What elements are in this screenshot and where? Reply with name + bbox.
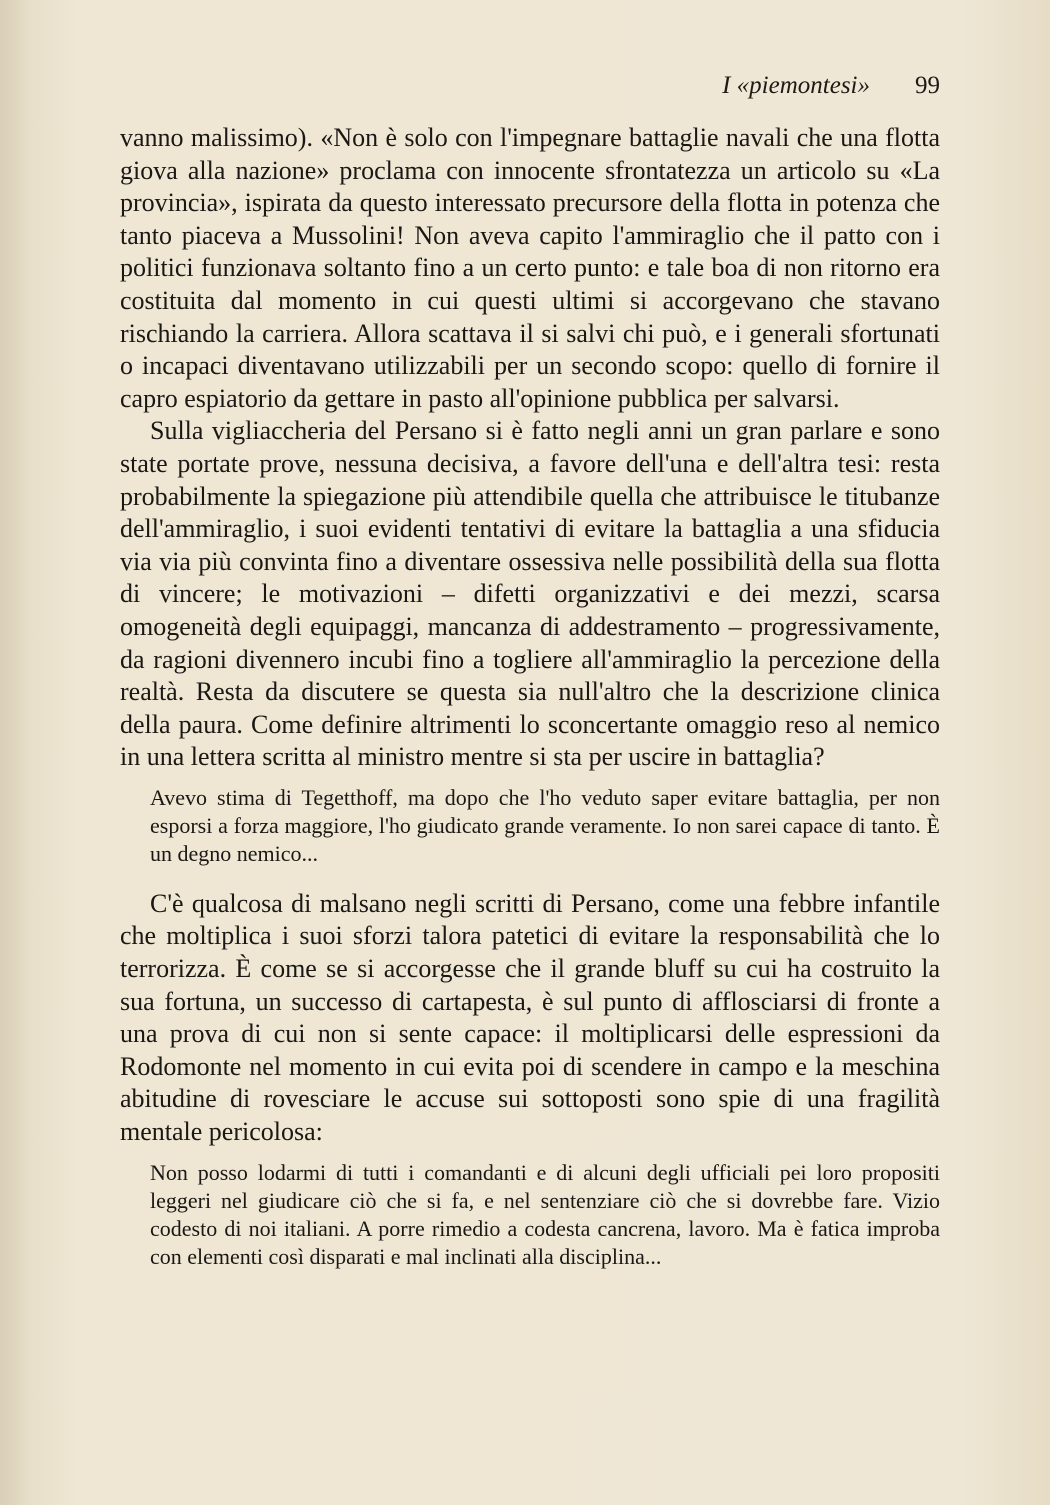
block-quote-1: Avevo stima di Tegetthoff, ma dopo che l'ho veduto saper evitare battaglia, per non esporsi a forza maggiore, l'ho giudicato grande veramente. Io non sarei capace di tanto. È un degno nemico... [150,784,940,866]
paragraph-2: Sulla vigliaccheria del Persano si è fatto negli anni un gran parlare e sono state portate prove, nessuna decisiva, a favore dell'una e dell'altra tesi: resta probabilmente la spiegazione più attendibile quella che attribuisce le titubanze dell'ammiraglio, i suoi evidenti tentativi di evitare la battaglia a una sfiducia via via più convinta fino a diventare ossessiva nelle possibilità della sua flotta di vincere; le motivazioni – difetti organizzativi e dei mezzi, scarsa omogeneità degli equipaggi, mancanza di addestramento – progressivamente, da ragioni divennero incubi fino a togliere all'ammiraglio la percezione della realtà. Resta da discutere se questa sia null'altro che la descrizione clinica della paura. Come definire altrimenti lo sconcertante omaggio reso al nemico in una lettera scritta al ministro mentre si sta per uscire in battaglia? [120,416,940,772]
body-text [120,122,940,1283]
block-quote-2: Non posso lodarmi di tutti i comandanti e di alcuni degli ufficiali pei loro propositi leggeri nel giudicare ciò che si fa, e nel sentenziare ciò che si dovrebbe fare. Vizio codesto di noi italiani. A porre rimedio a codesta cancrena, lavoro. Ma è fatica improba con elementi così disparati e mal inclinati alla disciplina... [150,1159,940,1269]
paragraph-1: vanno malissimo). «Non è solo con l'impegnare battaglie navali che una flotta giova alla nazione» proclama con innocente sfrontatezza un articolo su «La provincia», ispirata da questo interessato precursore della flotta in potenza che tanto piaceva a Mussolini! Non aveva capito l'ammiraglio che il patto con i politici funzionava soltanto fino a un certo punto: e tale boa di non ritorno era costituita dal momento in cui questi ultimi si accorgevano che stavano rischiando la carriera. Allora scattava il si salvi chi può, e i generali sfortunati o incapaci diventavano utilizzabili per un secondo scopo: quello di fornire il capro espiatorio da gettare in pasto all'opinione pubblica per salvarsi. [120,123,940,413]
running-head [120,68,940,108]
paragraph-3: C'è qualcosa di malsano negli scritti di Persano, come una febbre infantile che moltiplica i suoi sforzi talora patetici di evitare la responsabilità che lo terrorizza. È come se si accorgesse che il grande bluff su cui ha costruito la sua fortuna, un successo di cartapesta, è sul punto di afflosciarsi di fronte a una prova di cui non si sente capace: il moltiplicarsi delle espressioni da Rodomonte nel momento in cui evita poi di scendere in campo e la meschina abitudine di rovesciare le accuse sui sottoposti sono spie di una fragilità mentale pericolosa: [120,888,940,1147]
running-title: I «piemontesi» [722,72,870,99]
page-number: 99 [915,72,940,99]
